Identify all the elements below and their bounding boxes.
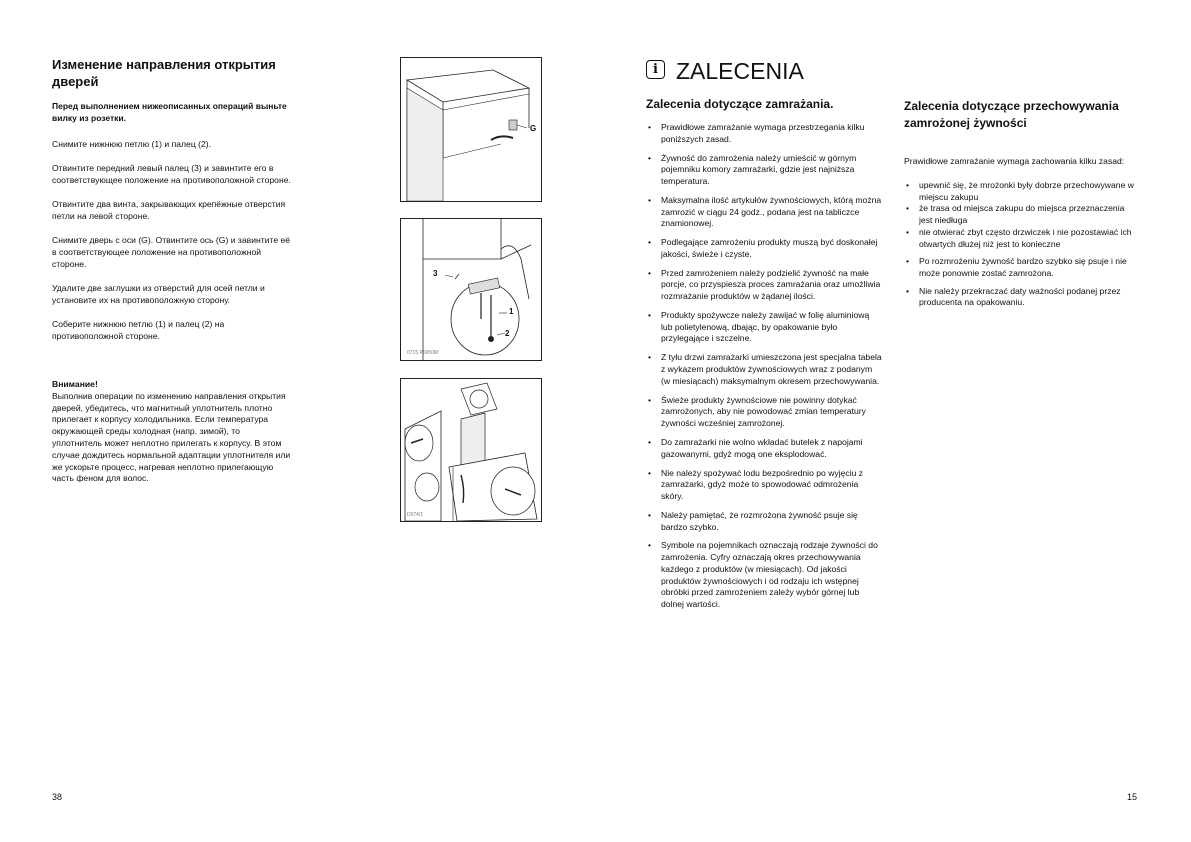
list-item: • Nie należy przekraczać daty ważności podanej przez producenta na opakowaniu.	[904, 286, 1140, 309]
freezing-tips-list	[646, 122, 882, 618]
list-item: • Produkty spożywcze należy zawijać w folię aluminiową lub polietylenową, dbając, by opakowanie było przylegające i szczelne.	[646, 310, 882, 345]
list-item: • Świeże produkty żywnościowe nie powinny dotykać zamrożonych, aby nie powodować zmian temperatury żywności wcześniej zamrożonej.	[646, 395, 882, 430]
list-item: • Należy pamiętać, że rozmrożona żywność psuje się bardzo szybko.	[646, 510, 882, 533]
lower-hinge-illustration	[401, 219, 541, 360]
step-paragraph: Удалите две заглушки из отверстий для осей петли и установите их на противоположную сторону.	[52, 283, 265, 305]
list-item: • że trasa od miejsca zakupu do miejsca przeznaczenia jest niedługa	[904, 203, 1140, 226]
step-paragraph: Снимите нижнюю петлю (1) и палец (2).	[52, 139, 212, 149]
section-title: ZALECENIA	[676, 58, 804, 84]
warning-text: Перед выполнением нижеописанных операций выньте вилку из розетки.	[52, 101, 287, 123]
fridge-top-illustration	[401, 58, 541, 201]
figure-hinge-bottom	[400, 218, 542, 361]
figure-code: 0715 P6050M	[407, 350, 439, 356]
list-item: • Po rozmrożeniu żywność bardzo szybko się psuje i nie może ponownie zostać zamrożona.	[904, 256, 1140, 279]
label-g: G	[530, 124, 537, 133]
note-block	[52, 379, 292, 485]
list-item: • Przed zamrożeniem należy podzielić żywność na małe porcje, co przyspiesza proces zamrażania oraz umożliwia rozmrażanie produktów w żądanej ilości.	[646, 268, 882, 303]
step-paragraph: Отвинтите два винта, закрывающих крепёжные отверстия петли на левой стороне.	[52, 199, 286, 221]
note-text: Выполнив операции по изменению направления открытия дверей, убедитесь, что магнитный уплотнитель плотно прилегает к корпусу холодильника. Если температура окружающей среды холодная (напр. зимой), то уплотнитель может неплотно прилегать к корпусу. В этом случае дождитесь нормальной адаптации уплотнителя или же ускорьте процесс, нагревая неплотно прилегающую часть феном для волос.	[52, 390, 291, 484]
figure-code: D074/1	[407, 512, 424, 518]
page-number-left: 38	[52, 792, 63, 802]
storage-tips-list	[904, 180, 1140, 309]
door-reversal-illustration	[401, 379, 541, 521]
step-paragraph: Отвинтите передний левый палец (3) и завинтите его в соответствующее положение на противоположной стороне.	[52, 163, 291, 185]
list-item: • nie otwierać zbyt często drzwiczek i nie pozostawiać ich otwartych dłużej niż jest to konieczne	[904, 227, 1140, 250]
page-title: Изменение направления открытия дверей	[52, 57, 276, 89]
list-item: • Symbole na pojemnikach oznaczają rodzaje żywności do zamrożenia. Cyfry oznaczają okres przechowywania każdego z produktów (w miesiącach). Od jakości produktów żywnościowych i od rodzaju ich wstępnej obróbki przed zamrożeniem zależy wybór górnej lub dolnej wartości.	[646, 540, 882, 610]
freezing-heading: Zalecenia dotyczące zamrażania.	[646, 97, 834, 111]
list-item: • Podlegające zamrożeniu produkty muszą być doskonałej jakości, świeże i czyste.	[646, 237, 882, 260]
info-icon: i	[646, 60, 665, 79]
figure-door-reversal	[400, 378, 542, 522]
step-paragraph: Снимите дверь с оси (G). Отвинтите ось (G) и завинтите её в соответствующее положение на противоположной стороне.	[52, 235, 291, 269]
figure-hinge-top	[400, 57, 542, 202]
list-item: • Nie należy spożywać lodu bezpośrednio po wyjęciu z zamrażarki, gdyż może to spowodować odmrożenia skóry.	[646, 468, 882, 503]
list-item: • upewnić się, że mrożonki były dobrze przechowywane w miejscu zakupu	[904, 180, 1140, 203]
list-item: • Z tyłu drzwi zamrażarki umieszczona jest specjalna tabela z wykazem produktów żywnościowych wraz z podanym (w miesiącach) maksymalnym okresem przechowywania.	[646, 352, 882, 387]
list-item: • Żywność do zamrożenia należy umieścić w górnym pojemniku komory zamrażarki, gdzie jest najniższa temperatura.	[646, 153, 882, 188]
list-item: • Prawidłowe zamrażanie wymaga przestrzegania kilku poniższych zasad.	[646, 122, 882, 145]
storage-heading: Zalecenia dotyczące przechowywania zamrożonej żywności	[904, 99, 1119, 130]
label-1: 1	[509, 307, 514, 316]
label-2: 2	[505, 329, 510, 338]
instruction-steps	[52, 138, 294, 354]
list-item: • Maksymalna ilość artykułów żywnościowych, którą można zamrozić w ciągu 24 godz., podana jest na tabliczce znamionowej.	[646, 195, 882, 230]
storage-intro: Prawidłowe zamrażanie wymaga zachowania kilku zasad:	[904, 156, 1125, 166]
page-number-right: 15	[1127, 792, 1138, 802]
step-paragraph: Соберите нижнюю петлю (1) и палец (2) на противоположной стороне.	[52, 319, 225, 341]
list-item: • Do zamrażarki nie wolno wkładać butelek z napojami gazowanymi, gdyż mogą one eksplodować.	[646, 437, 882, 460]
note-heading: Внимание!	[52, 379, 98, 389]
label-3: 3	[433, 269, 438, 278]
